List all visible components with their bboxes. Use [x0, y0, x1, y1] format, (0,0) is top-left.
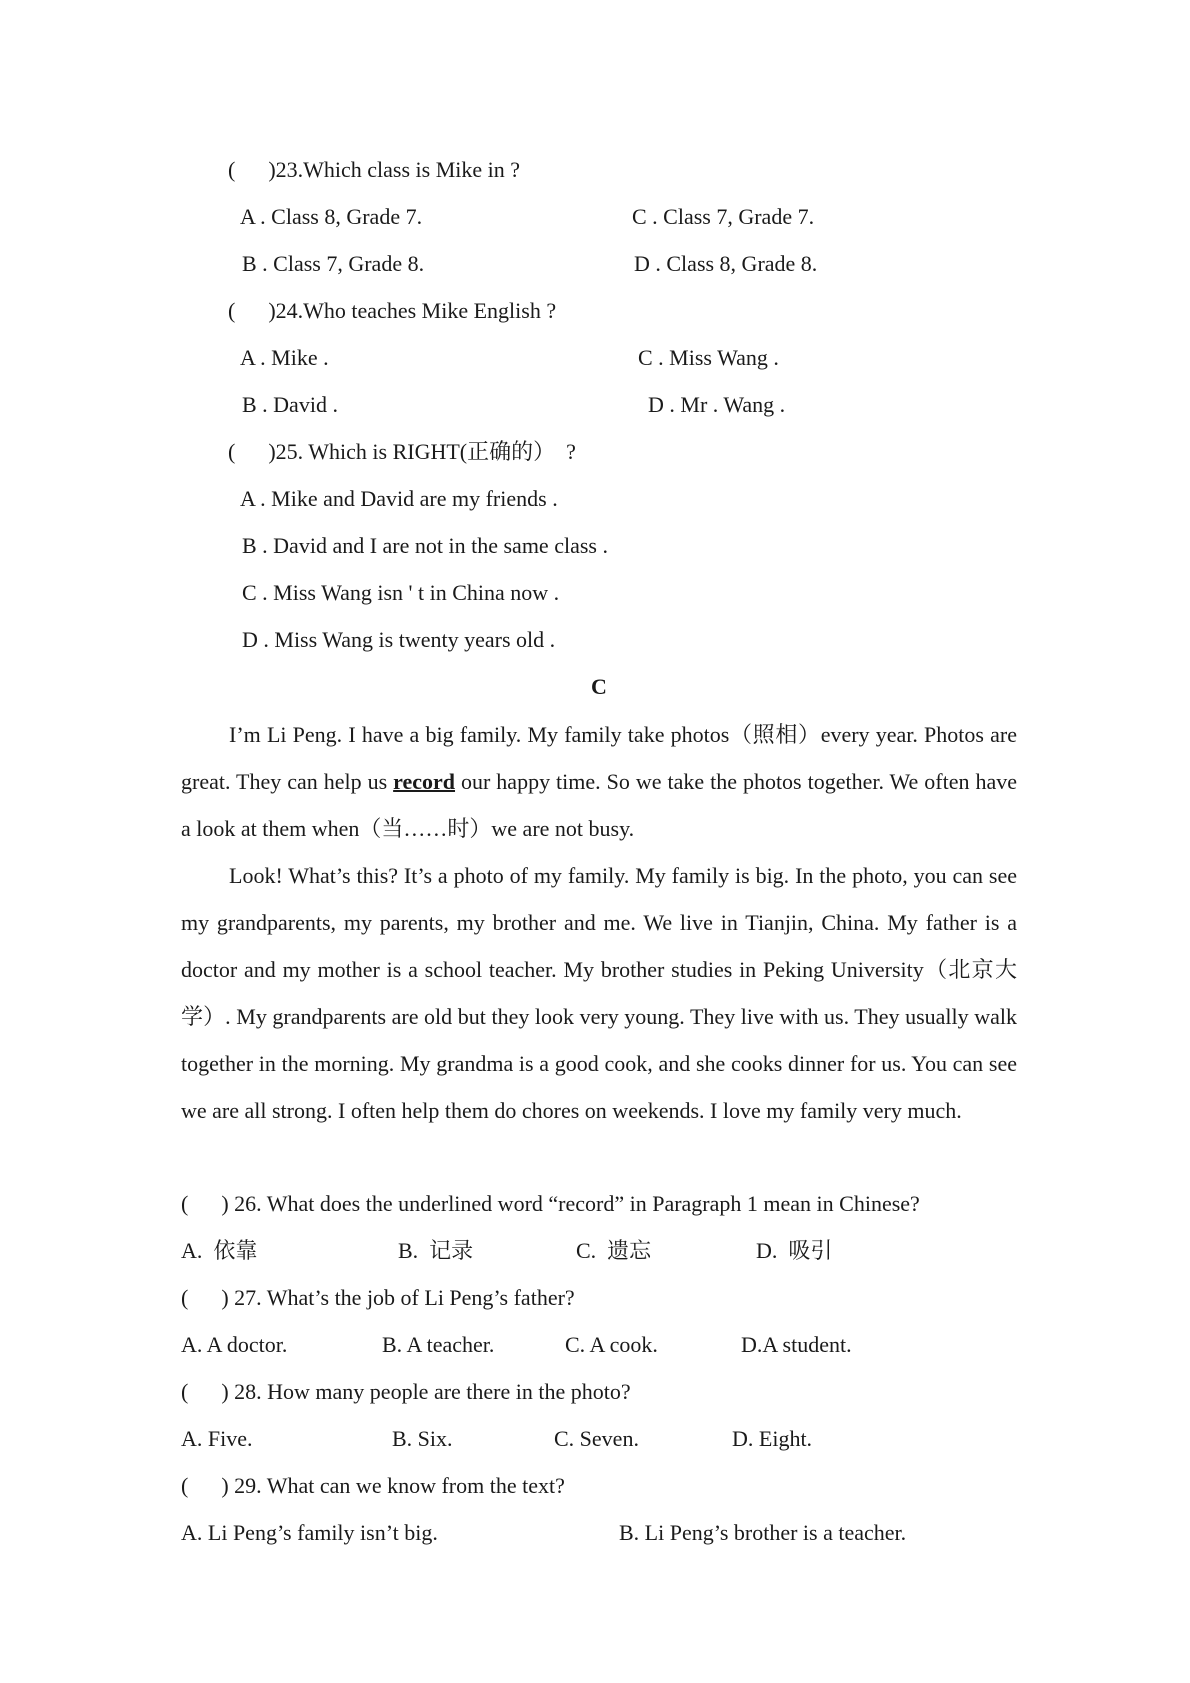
q27-option-c: C. A cook. — [565, 1332, 658, 1357]
q24-option-c: C . Miss Wang . — [638, 345, 779, 370]
q23-option-b: B . Class 7, Grade 8. — [242, 251, 425, 276]
q24-option-a: A . Mike . — [240, 345, 329, 370]
q24-option-d: D . Mr . Wang . — [648, 392, 786, 417]
q26-stem: ( ) 26. What does the underlined word “record” in Paragraph 1 mean in Chinese? — [181, 1191, 920, 1216]
section-heading: C — [591, 674, 607, 699]
q25-stem: ( )25. Which is RIGHT(正确的） ? — [228, 439, 576, 464]
q27-option-b: B. A teacher. — [382, 1332, 495, 1357]
q29-stem: ( ) 29. What can we know from the text? — [181, 1473, 565, 1498]
q23-option-a: A . Class 8, Grade 7. — [240, 204, 423, 229]
paragraph-2-text: Look! What’s this? It’s a photo of my family. My family is big. In the photo, you can see my grandparents, my parents, my brother and me. We live in Tianjin, China. My father is a doctor and my mother is a school teacher. My brother studies in Peking University（北京大学）. My grandparents are old but they look very young. They live with us. They usually walk together in the morning. My grandma is a good cook, and she cooks dinner for us. You can see we are all strong. I often help them do chores on weekends. I love my family very much. — [181, 863, 1017, 1123]
q23-stem: ( )23.Which class is Mike in ? — [228, 157, 521, 182]
q27-stem: ( ) 27. What’s the job of Li Peng’s father? — [181, 1285, 575, 1310]
q28-option-b: B. Six. — [392, 1426, 453, 1451]
q26-option-d: D. 吸引 — [756, 1238, 833, 1263]
q23-option-d: D . Class 8, Grade 8. — [634, 251, 818, 276]
q28-stem: ( ) 28. How many people are there in the photo? — [181, 1379, 631, 1404]
q29-option-b: B. Li Peng’s brother is a teacher. — [619, 1520, 907, 1545]
q26-option-c: C. 遗忘 — [576, 1238, 652, 1263]
q29-option-a: A. Li Peng’s family isn’t big. — [181, 1520, 438, 1545]
q28-option-d: D. Eight. — [732, 1426, 813, 1451]
q23-option-c: C . Class 7, Grade 7. — [632, 204, 815, 229]
passage-paragraph-2 — [181, 852, 1017, 1134]
paragraph-1-text-end: our happy time. So we take the photos together. We often have a look at them when（当……时）we are not busy. — [181, 769, 1017, 841]
q27-option-a: A. A doctor. — [181, 1332, 288, 1357]
underlined-word-record: record — [393, 769, 456, 794]
q26-option-a: A. 依靠 — [181, 1238, 258, 1263]
passage-paragraph-1 — [181, 711, 1017, 852]
q28-option-a: A. Five. — [181, 1426, 253, 1451]
q25-option-b: B . David and I are not in the same class . — [242, 533, 608, 558]
q27-option-d: D.A student. — [741, 1332, 852, 1357]
q25-option-c: C . Miss Wang isn ' t in China now . — [242, 580, 560, 605]
q24-stem: ( )24.Who teaches Mike English ? — [228, 298, 557, 323]
q26-option-b: B. 记录 — [398, 1238, 474, 1263]
q25-option-a: A . Mike and David are my friends . — [240, 486, 558, 511]
q28-option-c: C. Seven. — [554, 1426, 639, 1451]
paragraph-1-text-start: I’m Li Peng. I have a big family. My family take photos（照相）every year. Photos are great. They can help us — [181, 722, 1017, 794]
q24-option-b: B . David . — [242, 392, 338, 417]
q25-option-d: D . Miss Wang is twenty years old . — [242, 627, 556, 652]
